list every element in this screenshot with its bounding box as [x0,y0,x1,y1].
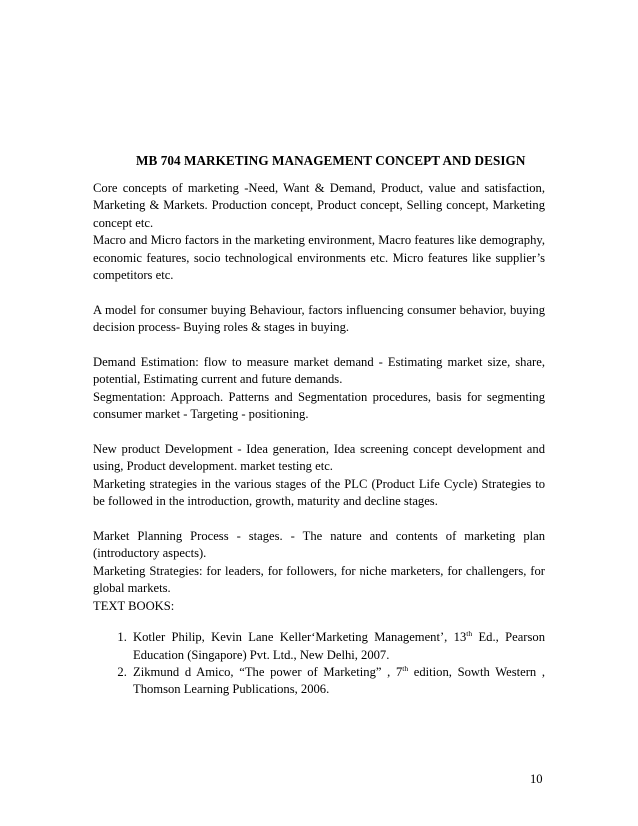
textbooks-list [93,629,545,699]
book-text: Zikmund d Amico, “The power of Marketing” , 7 [133,664,403,679]
paragraph-demand-estimation: Demand Estimation: flow to measure market demand - Estimating market size, share, potential, Estimating current and future demands. [93,355,545,387]
book-text: Kotler Philip, Kevin Lane Keller‘Marketing Management’, 13 [133,630,467,645]
list-item [130,629,545,664]
paragraph-segmentation: Segmentation: Approach. Patterns and Segmentation procedures, basis for segmenting consumer market - Targeting - positioning. [93,389,545,422]
paragraph-marketing-strategies: Marketing Strategies: for leaders, for followers, for niche marketers, for challengers, for global markets. [93,563,545,596]
book-superscript: th [466,629,473,639]
paragraph-core-concepts: Core concepts of marketing -Need, Want & Demand, Product, value and satisfaction, Marketing & Markets. Production concept, Product concept, Selling concept, Marketing concept etc. [93,181,545,230]
book-text: edition, Sowth Western , Thomson Learning Publications, 2006. [133,664,546,697]
textbooks-heading: TEXT BOOKS: [93,598,175,613]
paragraph-buying-behaviour: A model for consumer buying Behaviour, factors influencing consumer behavior, buying decision process- Buying roles & stages in buying. [93,302,545,335]
paragraph-macro-micro: Macro and Micro factors in the marketing environment, Macro features like demography, economic features, socio technological environments etc. Micro features like supplier’s competitors etc. [93,233,545,283]
book-text: Ed., Pearson Education (Singapore) Pvt. Ltd., New Delhi, 2007. [133,630,545,662]
list-item [130,664,545,699]
paragraph-plc-strategies: Marketing strategies in the various stages of the PLC (Product Life Cycle) Strategies to be followed in the introduction, growth, maturity and decline stages. [93,476,545,509]
syllabus-content [93,180,545,699]
page-number: 10 [530,772,543,786]
paragraph-new-product: New product Development - Idea generation, Idea screening concept development and using, Product development. market testing etc. [93,442,545,474]
paragraph-market-planning: Market Planning Process - stages. - The nature and contents of marketing plan (introductory aspects). [93,529,545,561]
book-superscript: th [402,663,409,673]
page-title: MB 704 MARKETING MANAGEMENT CONCEPT AND DESIGN [136,153,526,168]
